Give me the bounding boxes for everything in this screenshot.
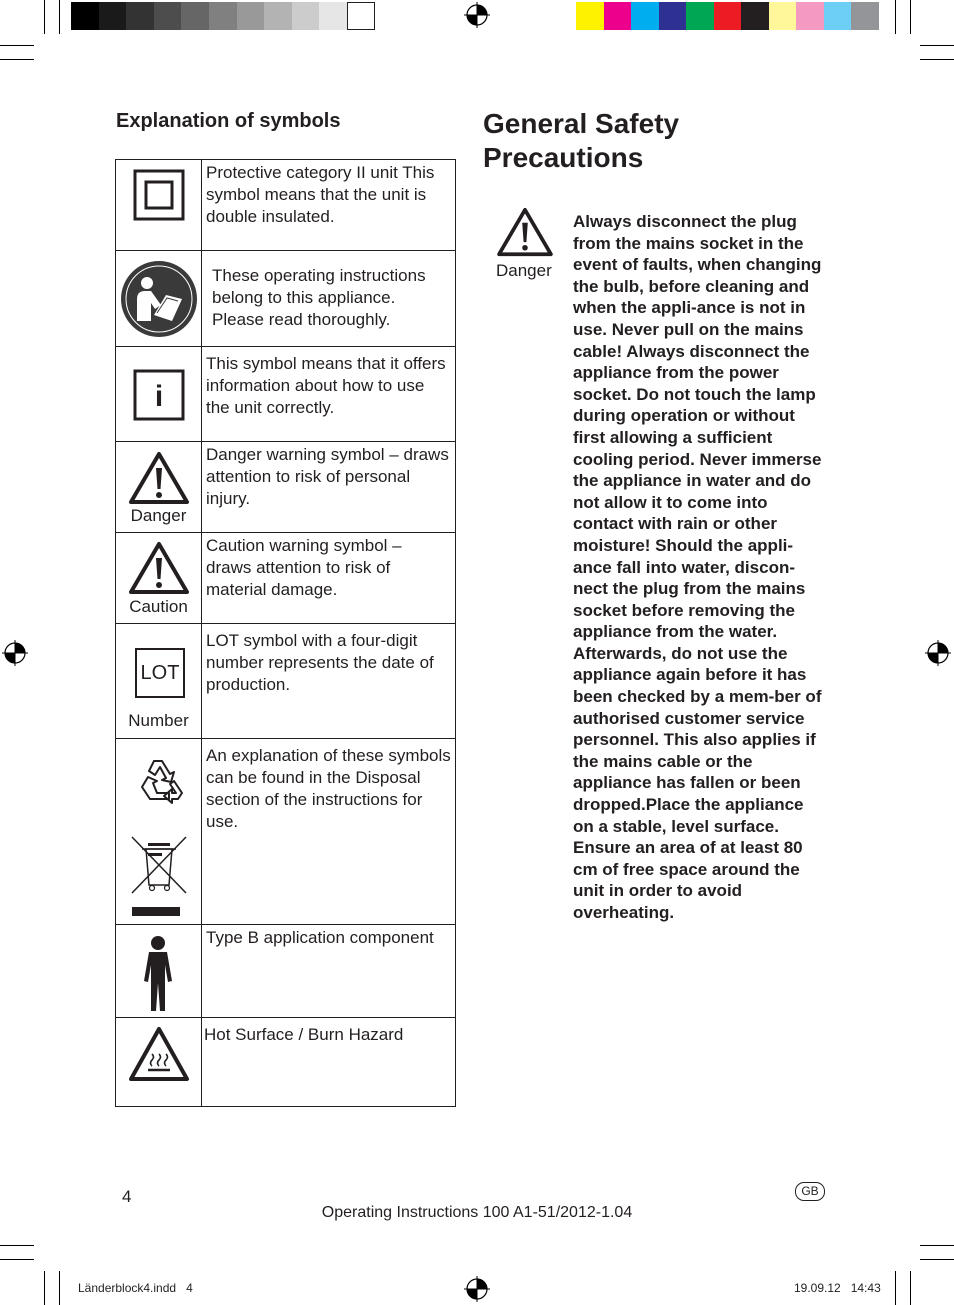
table-row — [116, 442, 456, 533]
symbol-cell — [116, 533, 202, 624]
color-swatch — [631, 2, 659, 30]
symbol-description: Danger warning symbol – draws attention to risk of personal injury. — [202, 442, 456, 533]
symbols-table — [115, 159, 456, 1107]
color-swatch — [824, 2, 852, 30]
symbol-description: LOT symbol with a four-digit number represents the date of production. — [202, 624, 456, 739]
read-manual-icon — [120, 259, 198, 339]
symbol-description: Protective category II unit This symbol means that the unit is double insulated. — [202, 160, 456, 251]
color-swatch — [714, 2, 742, 30]
symbol-cell — [116, 347, 202, 442]
symbol-description: An explanation of these symbols can be found in the Disposal section of the instructions for use. — [202, 739, 456, 925]
color-swatch — [576, 2, 604, 30]
symbol-description: This symbol means that it offers information about how to use the unit correctly. — [202, 347, 456, 442]
color-swatch — [686, 2, 714, 30]
gray-swatch — [126, 2, 154, 30]
table-row — [116, 533, 456, 624]
slug-date: 19.09.12 14:43 — [794, 1281, 881, 1295]
table-row — [116, 160, 456, 251]
symbols-heading: Explanation of symbols — [116, 110, 341, 132]
gray-swatch — [237, 2, 265, 30]
recycle-icon — [136, 755, 186, 805]
icon-label: Number — [128, 711, 189, 730]
symbol-cell — [116, 925, 202, 1018]
danger-warning-icon — [128, 451, 190, 505]
symbol-description: These operating instructions belong to this appliance. Please read thoroughly. — [202, 251, 456, 347]
slug-filename: Länderblock4.indd 4 — [78, 1281, 193, 1295]
symbol-description: Hot Surface / Burn Hazard — [202, 1018, 456, 1107]
info-icon — [133, 369, 185, 421]
table-row — [116, 925, 456, 1018]
symbol-cell — [116, 739, 202, 925]
registration-mark-top — [464, 2, 490, 28]
symbol-cell — [116, 1018, 202, 1107]
table-row — [116, 624, 456, 739]
safety-text: Always disconnect the plug from the mains socket in the event of faults, when changing the bulb, before cleaning and when the appli-ance is not in use. Never pull on the mains cable! Always disconnect the appliance from the power socket. Do not touch the lamp during operation or without first allowing a sufficient cooling period. Never immerse the appliance in water and do not allow it to come into contact with rain or other moisture! Should the appli-ance fall into water, discon-nect the plug from the mains socket before removing the appliance from the water. Afterwards, do not use the appliance again before it has been checked by a mem-ber of authorised customer service personnel. This also applies if the mains cable or the appliance has fallen or been dropped.Place the appliance on a stable, level surface. Ensure an area of at least 80 cm of free space around the unit in order to avoid overheating. — [573, 212, 822, 922]
gray-swatch — [347, 2, 375, 30]
color-swatch — [659, 2, 687, 30]
table-row — [116, 347, 456, 442]
registration-mark-bottom — [464, 1276, 490, 1302]
symbol-description: Type B application component — [202, 925, 456, 1018]
caution-warning-icon — [128, 541, 190, 595]
gray-swatch — [99, 2, 127, 30]
color-swatch — [851, 2, 879, 30]
color-swatch — [741, 2, 769, 30]
double-insulation-icon — [133, 169, 185, 221]
symbol-cell — [116, 442, 202, 533]
gray-swatch — [71, 2, 99, 30]
page-number: 4 — [122, 1187, 132, 1206]
gray-swatch — [319, 2, 347, 30]
country-badge: GB — [795, 1182, 825, 1201]
gray-swatch — [264, 2, 292, 30]
svg-text:i: i — [154, 380, 164, 413]
gray-swatch — [154, 2, 182, 30]
table-row — [116, 251, 456, 347]
symbol-cell — [116, 624, 202, 739]
icon-label: Danger — [130, 506, 187, 525]
registration-mark-right — [925, 640, 951, 666]
safety-heading-line-2: Precautions — [483, 142, 644, 173]
hot-surface-icon — [128, 1026, 190, 1082]
gray-swatch — [181, 2, 209, 30]
table-row — [116, 739, 456, 925]
color-swatch — [604, 2, 632, 30]
danger-label: Danger — [496, 261, 552, 280]
gray-swatch — [209, 2, 237, 30]
table-row — [116, 1018, 456, 1107]
color-swatch — [769, 2, 797, 30]
symbol-cell — [116, 251, 202, 347]
safety-heading-line-1: General Safety — [483, 108, 680, 139]
symbol-cell — [116, 160, 202, 251]
color-swatch — [796, 2, 824, 30]
type-b-person-icon — [132, 935, 184, 1013]
lot-icon: LOT — [135, 648, 185, 698]
doc-reference: Operating Instructions 100 A1-51/2012-1.04 — [321, 1204, 633, 1221]
symbol-description: Caution warning symbol – draws attention to risk of material damage. — [202, 533, 456, 624]
icon-label: Caution — [129, 597, 188, 616]
registration-mark-left — [2, 640, 28, 666]
crossed-bin-icon — [130, 835, 188, 919]
danger-warning-icon — [496, 207, 554, 257]
safety-heading — [483, 107, 679, 175]
gray-swatch — [292, 2, 320, 30]
